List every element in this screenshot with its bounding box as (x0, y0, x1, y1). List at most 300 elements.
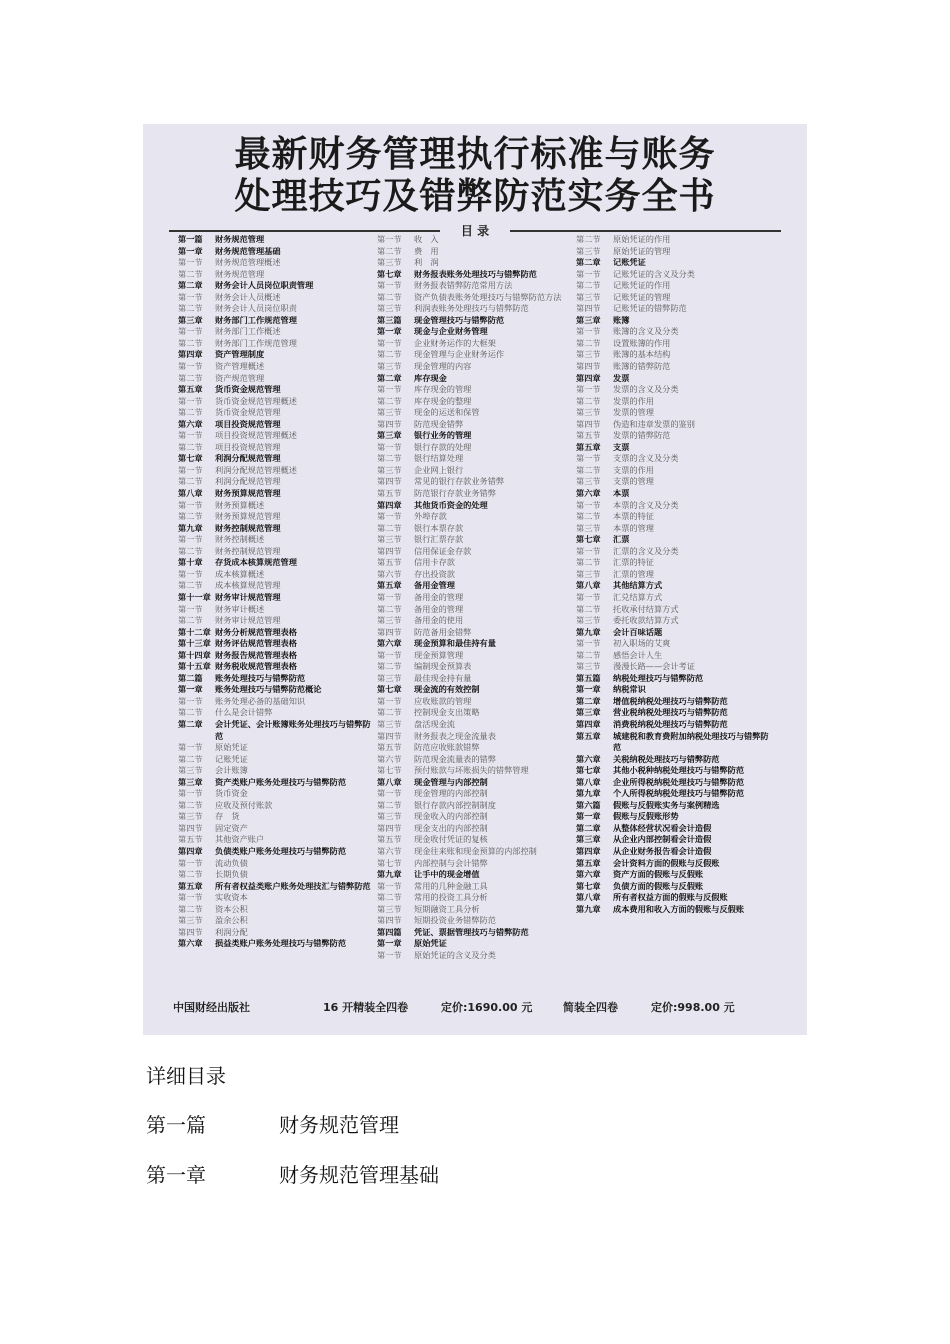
toc-entry (576, 419, 770, 431)
toc-entry (576, 696, 770, 708)
toc-entry-number: 第八章 (377, 776, 402, 787)
toc-entry (178, 361, 372, 373)
toc-entry (377, 465, 571, 477)
toc-entry (576, 373, 770, 385)
toc-entry (178, 927, 372, 939)
toc-entry-number: 第四节 (377, 915, 402, 926)
toc-entry-title: 现金与企业财务管理 (414, 326, 488, 337)
toc-entry-number: 第三节 (377, 615, 402, 626)
toc-entry (178, 234, 372, 246)
toc-entry (178, 465, 372, 477)
toc-entry-number: 第四节 (377, 545, 402, 556)
toc-entry (377, 950, 571, 962)
toc-entry-title: 财务规范管理基础 (215, 245, 281, 256)
toc-entry-number: 第一节 (377, 337, 402, 348)
toc-entry (377, 430, 571, 442)
toc-entry-number: 第四篇 (377, 926, 402, 937)
toc-entry-number: 第一节 (178, 857, 203, 868)
toc-entry-title: 财务审计规范管理 (215, 591, 281, 602)
toc-entry (178, 326, 372, 338)
toc-entry (377, 719, 571, 731)
toc-entry-number: 第三节 (377, 407, 402, 418)
toc-entry-title: 消费税纳税处理技巧与错弊防范 (613, 718, 728, 729)
toc-entry-number: 第三章 (576, 314, 601, 325)
book-title-line-1: 最新财务管理执行标准与账务 (234, 134, 716, 175)
toc-entry-title: 增值税纳税处理技巧与错弊防范 (613, 695, 728, 706)
toc-entry (377, 326, 571, 338)
toc-entry-number: 第四节 (377, 730, 402, 741)
toc-entry (178, 800, 372, 812)
toc-entry-title: 成本核算规范管理 (215, 580, 281, 591)
book-title-line-2: 处理技巧及错弊防范实务全书 (234, 176, 716, 217)
toc-entry (377, 500, 571, 512)
toc-entry-title: 会计凭证、会计账簿账务处理技巧与错弊防范 (215, 718, 371, 741)
toc-entry (377, 765, 571, 777)
toc-entry (178, 788, 372, 800)
toc-entry-title: 财务报告规范管理表格 (215, 649, 297, 660)
toc-entry (178, 373, 372, 385)
toc-entry-title: 防范现金错弊 (414, 418, 464, 429)
toc-row-2-label: 第一章 (146, 1163, 206, 1187)
toc-entry (377, 881, 571, 893)
toc-entry-number: 第二节 (178, 511, 203, 522)
toc-entry-title: 利润表账务处理技巧与错弊防范 (414, 303, 529, 314)
toc-entry (377, 419, 571, 431)
toc-entry-title: 财务税收规范管理表格 (215, 661, 297, 672)
toc-entry-number: 第四章 (377, 499, 402, 510)
toc-entry-title: 银行汇票存款 (414, 534, 464, 545)
toc-entry (178, 592, 372, 604)
toc-entry-title: 财务部门工作概述 (215, 326, 281, 337)
toc-entry-title: 财务部门工作规范管理 (215, 337, 297, 348)
toc-entry-number: 第一节 (576, 591, 601, 602)
toc-entry-number: 第三节 (377, 257, 402, 268)
toc-entry-title: 费 用 (414, 245, 439, 256)
toc-entry (576, 811, 770, 823)
toc-entry-title: 会计百味话题 (613, 626, 663, 637)
toc-entry (178, 846, 372, 858)
toc-entry-number: 第三节 (576, 522, 601, 533)
toc-entry-title: 原始凭证的管理 (613, 245, 671, 256)
toc-entry-number: 第二节 (576, 395, 601, 406)
toc-entry (377, 476, 571, 488)
toc-entry-number: 第一节 (178, 257, 203, 268)
toc-entry (178, 904, 372, 916)
toc-entry (576, 661, 770, 673)
toc-column-1 (178, 234, 372, 950)
toc-entry-number: 第一章 (377, 326, 402, 337)
toc-entry-title: 财务审计概述 (215, 603, 265, 614)
toc-entry (576, 788, 770, 800)
toc-entry-number: 第十一章 (178, 591, 211, 602)
toc-entry (377, 823, 571, 835)
toc-entry-title: 外埠存款 (414, 511, 447, 522)
toc-entry (576, 800, 770, 812)
toc-entry-title: 资产方面的假账与反假账 (613, 869, 704, 880)
toc-entry (178, 453, 372, 465)
toc-column-3 (576, 234, 770, 915)
toc-entry (377, 731, 571, 743)
toc-entry-title: 本票的含义及分类 (613, 499, 679, 510)
toc-entry (178, 384, 372, 396)
toc-entry-number: 第二节 (377, 291, 402, 302)
toc-entry (377, 811, 571, 823)
toc-entry-title: 负债类账户账务处理技巧与错弊防范 (215, 845, 347, 856)
toc-entry-title: 财务控制概述 (215, 534, 265, 545)
toc-entry-title: 汇票 (613, 534, 630, 545)
toc-entry-title: 长期负债 (215, 869, 248, 880)
toc-entry-title: 货币资金规范管理 (215, 407, 281, 418)
toc-entry-number: 第二节 (178, 903, 203, 914)
toc-entry (377, 800, 571, 812)
toc-entry-title: 财务会计人员概述 (215, 291, 281, 302)
toc-entry (576, 523, 770, 535)
toc-entry-number: 第一节 (576, 384, 601, 395)
toc-entry-number: 第一节 (377, 949, 402, 960)
toc-entry-title: 财务预算规范管理 (215, 511, 281, 522)
toc-entry-number: 第四节 (377, 626, 402, 637)
toc-entry (178, 938, 372, 950)
toc-entry (377, 661, 571, 673)
toc-entry-title: 托收承付结算方式 (613, 603, 679, 614)
toc-entry-number: 第四节 (576, 361, 601, 372)
toc-entry-title: 损益类账户账务处理技巧与错弊防范 (215, 938, 347, 949)
toc-entry-title: 备用金的使用 (414, 615, 464, 626)
toc-entry-title: 假账与反假账实务与案例精选 (613, 799, 720, 810)
toc-entry-number: 第二节 (377, 707, 402, 718)
toc-entry (377, 788, 571, 800)
toc-entry (576, 396, 770, 408)
toc-entry-title: 财务预算概述 (215, 499, 265, 510)
toc-entry-number: 第五节 (377, 488, 402, 499)
toc-entry (377, 523, 571, 535)
toc-entry-number: 第三节 (377, 464, 402, 475)
toc-entry-title: 项目投资规范管理概述 (215, 430, 297, 441)
toc-entry (576, 638, 770, 650)
toc-entry (178, 615, 372, 627)
toc-entry-title: 发票的错弊防范 (613, 430, 671, 441)
toc-entry-number: 第四章 (576, 372, 601, 383)
toc-entry-title: 个人所得税纳税处理技巧与错弊防范 (613, 788, 745, 799)
toc-entry-title: 所有者权益类账户账务处理技汇与错弊防范 (215, 880, 371, 891)
toc-entry (576, 627, 770, 639)
toc-entry-number: 第三节 (377, 903, 402, 914)
toc-entry-title: 现金的运送和保管 (414, 407, 480, 418)
toc-entry-number: 第一节 (178, 695, 203, 706)
toc-entry-title: 支票的管理 (613, 476, 654, 487)
toc-entry-number: 第三节 (178, 765, 203, 776)
toc-entry (377, 707, 571, 719)
toc-entry-number: 第十五章 (178, 661, 211, 672)
toc-entry-title: 财务规范管理 (215, 268, 265, 279)
toc-entry-number: 第二节 (576, 511, 601, 522)
toc-entry-title: 最佳现金持有量 (414, 672, 472, 683)
toc-entry-number: 第五章 (576, 857, 601, 868)
toc-entry-number: 第二节 (178, 615, 203, 626)
toc-entry-title: 账务处理必备的基础知识 (215, 695, 306, 706)
toc-entry (576, 465, 770, 477)
toc-entry-number: 第六章 (178, 418, 203, 429)
toc-entry (576, 673, 770, 685)
toc-entry (178, 661, 372, 673)
toc-entry-title: 从企业财务报告看会计造假 (613, 845, 712, 856)
toc-entry (377, 453, 571, 465)
toc-entry-number: 第五篇 (576, 672, 601, 683)
toc-entry-number: 第四节 (377, 476, 402, 487)
toc-entry-number: 第一节 (178, 430, 203, 441)
toc-entry-title: 现金支出的内部控制 (414, 822, 488, 833)
toc-entry-title: 现金管理技巧与错弊防范 (414, 314, 505, 325)
toc-entry-title: 财务部门工作规范管理 (215, 314, 297, 325)
toc-entry-title: 现金管理的内容 (414, 361, 472, 372)
toc-entry (576, 846, 770, 858)
toc-entry-number: 第十三章 (178, 638, 211, 649)
toc-entry-number: 第七章 (377, 268, 402, 279)
toc-entry-number: 第三章 (178, 776, 203, 787)
toc-entry-number: 第一节 (178, 534, 203, 545)
toc-entry (178, 580, 372, 592)
toc-entry-number: 第九章 (178, 522, 203, 533)
toc-entry-number: 第一节 (178, 291, 203, 302)
toc-entry-title: 现金往来账和现金预算的内部控制 (414, 845, 537, 856)
toc-entry (377, 904, 571, 916)
toc-entry-number: 第六节 (377, 568, 402, 579)
toc-entry-number: 第九章 (576, 903, 601, 914)
toc-entry (377, 627, 571, 639)
toc-entry-number: 第一节 (377, 441, 402, 452)
toc-entry (576, 315, 770, 327)
toc-entry-title: 利润分配 (215, 926, 248, 937)
toc-entry (178, 476, 372, 488)
toc-entry-number: 第二节 (377, 799, 402, 810)
toc-entry (377, 638, 571, 650)
toc-entry (178, 523, 372, 535)
toc-entry (178, 638, 372, 650)
toc-entry-title: 企业所得税纳税处理技巧与错弊防范 (613, 776, 745, 787)
toc-entry-number: 第六章 (576, 869, 601, 880)
toc-entry-title: 防范应收账款错弊 (414, 742, 480, 753)
toc-entry-title: 应收及预付账款 (215, 799, 273, 810)
toc-entry (377, 257, 571, 269)
toc-entry (377, 234, 571, 246)
toc-entry-title: 财务会计人员岗位职责 (215, 303, 297, 314)
toc-entry-title: 资产类账户账务处理技巧与错弊防范 (215, 776, 347, 787)
toc-entry (377, 673, 571, 685)
toc-entry-number: 第一节 (178, 499, 203, 510)
toc-entry-title: 纳税常识 (613, 684, 646, 695)
toc-entry-number: 第七节 (377, 857, 402, 868)
toc-entry-title: 会计资料方面的假账与反假账 (613, 857, 720, 868)
toc-entry-number: 第二章 (576, 695, 601, 706)
toc-entry-title: 汇票的管理 (613, 568, 654, 579)
toc-entry-number: 第八章 (576, 776, 601, 787)
toc-entry (576, 707, 770, 719)
toc-entry-title: 成本费用和收入方面的假账与反假账 (613, 903, 745, 914)
toc-entry-number: 第二节 (576, 464, 601, 475)
toc-entry-title: 营业税纳税处理技巧与错弊防范 (613, 707, 728, 718)
toc-entry-number: 第五节 (178, 834, 203, 845)
toc-entry-number: 第三节 (576, 245, 601, 256)
toc-entry-title: 从整体经营状况看会计造假 (613, 822, 712, 833)
toc-entry (377, 361, 571, 373)
toc-entry (377, 407, 571, 419)
toc-entry-title: 财务控制规范管理 (215, 545, 281, 556)
toc-entry (576, 557, 770, 569)
toc-entry-title: 资本公积 (215, 903, 248, 914)
toc-entry-number: 第一节 (576, 268, 601, 279)
toc-entry-title: 财务报表错弊防范常用方法 (414, 280, 513, 291)
toc-entry (377, 580, 571, 592)
toc-entry-number: 第二节 (377, 892, 402, 903)
toc-entry (576, 430, 770, 442)
toc-entry-number: 第九章 (377, 869, 402, 880)
toc-entry-title: 实收资本 (215, 892, 248, 903)
toc-entry-number: 第二章 (178, 718, 203, 729)
toc-entry-number: 第四章 (576, 718, 601, 729)
toc-entry-title: 货币资金规范管理 (215, 384, 281, 395)
toc-entry (377, 927, 571, 939)
toc-entry-number: 第三章 (576, 707, 601, 718)
toc-entry (377, 869, 571, 881)
toc-entry (178, 500, 372, 512)
toc-entry-number: 第二节 (377, 603, 402, 614)
toc-entry (377, 615, 571, 627)
edition: 16 开精装全四卷 (323, 1001, 409, 1014)
toc-entry-title: 账簿 (613, 314, 630, 325)
toc-entry-title: 短期融资工具分析 (414, 903, 480, 914)
toc-entry-title: 初入职场的艾爽 (613, 638, 671, 649)
toc-entry-number: 第六章 (377, 638, 402, 649)
toc-entry (377, 846, 571, 858)
toc-entry-number: 第四节 (377, 822, 402, 833)
toc-entry (178, 488, 372, 500)
toc-entry-number: 第一节 (178, 361, 203, 372)
toc-row-1-text: 财务规范管理 (279, 1113, 399, 1137)
toc-entry-title: 应收账款的管理 (414, 695, 472, 706)
toc-entry-number: 第一节 (377, 695, 402, 706)
toc-entry-title: 财务报表账务处理技巧与错弊防范 (414, 268, 537, 279)
toc-entry-title: 库存现金 (414, 372, 447, 383)
toc-entry-number: 第一节 (576, 638, 601, 649)
detailed-toc-heading: 详细目录 (146, 1064, 226, 1088)
toc-entry (576, 234, 770, 246)
toc-entry-number: 第一篇 (178, 234, 203, 244)
toc-entry (178, 246, 372, 258)
toc-entry-title: 项目投资规范管理 (215, 441, 281, 452)
toc-entry (576, 765, 770, 777)
toc-entry (576, 303, 770, 315)
toc-entry (377, 892, 571, 904)
toc-entry-title: 记账凭证 (215, 753, 248, 764)
edition-paperback: 简装全四卷 (563, 1001, 618, 1014)
toc-entry-title: 汇票的特征 (613, 557, 654, 568)
toc-entry-number: 第三节 (576, 476, 601, 487)
toc-entry-title: 本票 (613, 488, 630, 499)
toc-entry-title: 凭证、票据管理技巧与错弊防范 (414, 926, 529, 937)
toc-entry-number: 第一节 (377, 649, 402, 660)
toc-row-1-label: 第一篇 (146, 1113, 206, 1137)
toc-entry-number: 第十章 (178, 557, 203, 568)
toc-entry (377, 534, 571, 546)
price-hardcover: 定价:1690.00 元 (441, 1001, 533, 1014)
toc-label: 目 录 (440, 224, 510, 238)
toc-entry (178, 303, 372, 315)
toc-entry (178, 707, 372, 719)
toc-entry (576, 892, 770, 904)
toc-entry-number: 第一章 (576, 684, 601, 695)
toc-entry-number: 第一节 (377, 788, 402, 799)
toc-entry (178, 765, 372, 777)
toc-entry (377, 604, 571, 616)
toc-entry-title: 发票 (613, 372, 630, 383)
toc-entry-number: 第一节 (576, 326, 601, 337)
toc-entry (576, 361, 770, 373)
toc-entry-number: 第四章 (178, 349, 203, 360)
toc-entry-number: 第九章 (576, 788, 601, 799)
toc-entry (178, 407, 372, 419)
toc-entry-number: 第一节 (178, 568, 203, 579)
toc-entry-title: 原始凭证 (414, 938, 447, 949)
toc-entry-number: 第九章 (576, 626, 601, 637)
toc-entry-title: 发票的作用 (613, 395, 654, 406)
toc-entry-title: 流动负债 (215, 857, 248, 868)
toc-entry (178, 881, 372, 893)
toc-entry-title: 账簿的错弊防范 (613, 361, 671, 372)
toc-entry (576, 292, 770, 304)
toc-entry-title: 现金管理与企业财务运作 (414, 349, 505, 360)
toc-entry-title: 支票的含义及分类 (613, 453, 679, 464)
toc-entry-number: 第七节 (377, 765, 402, 776)
toc-entry-number: 第五节 (377, 742, 402, 753)
toc-entry-number: 第一节 (178, 742, 203, 753)
toc-entry-title: 常用的投资工具分析 (414, 892, 488, 903)
toc-entry-title: 收 入 (414, 234, 439, 244)
toc-entry-title: 其他货币资金的处理 (414, 499, 488, 510)
toc-entry-title: 支票的作用 (613, 464, 654, 475)
toc-entry-number: 第一节 (377, 591, 402, 602)
toc-entry (576, 904, 770, 916)
toc-entry (178, 396, 372, 408)
toc-entry-number: 第二节 (377, 661, 402, 672)
toc-entry-number: 第七章 (576, 765, 601, 776)
toc-entry (576, 326, 770, 338)
toc-entry (178, 269, 372, 281)
toc-entry (377, 557, 571, 569)
toc-entry (178, 834, 372, 846)
toc-entry (178, 858, 372, 870)
toc-entry-title: 防范备用金错弊 (414, 626, 472, 637)
toc-entry-title: 常用的几种金融工具 (414, 880, 488, 891)
toc-entry-title: 本票的特征 (613, 511, 654, 522)
toc-entry-number: 第二节 (576, 557, 601, 568)
toc-entry-number: 第二节 (178, 545, 203, 556)
toc-entry-title: 盘活现金流 (414, 718, 455, 729)
toc-entry-number: 第六篇 (576, 799, 601, 810)
toc-entry-number: 第一节 (576, 499, 601, 510)
toc-entry-number: 第三节 (576, 291, 601, 302)
toc-entry-number: 第二节 (178, 337, 203, 348)
toc-entry-title: 现金收付凭证的复核 (414, 834, 488, 845)
toc-entry (178, 511, 372, 523)
toc-entry (377, 650, 571, 662)
toc-entry (178, 292, 372, 304)
toc-entry-title: 备用金的管理 (414, 603, 464, 614)
toc-entry (377, 915, 571, 927)
toc-entry (377, 280, 571, 292)
toc-entry-title: 设置账簿的作用 (613, 337, 671, 348)
toc-entry (576, 257, 770, 269)
toc-entry (576, 534, 770, 546)
